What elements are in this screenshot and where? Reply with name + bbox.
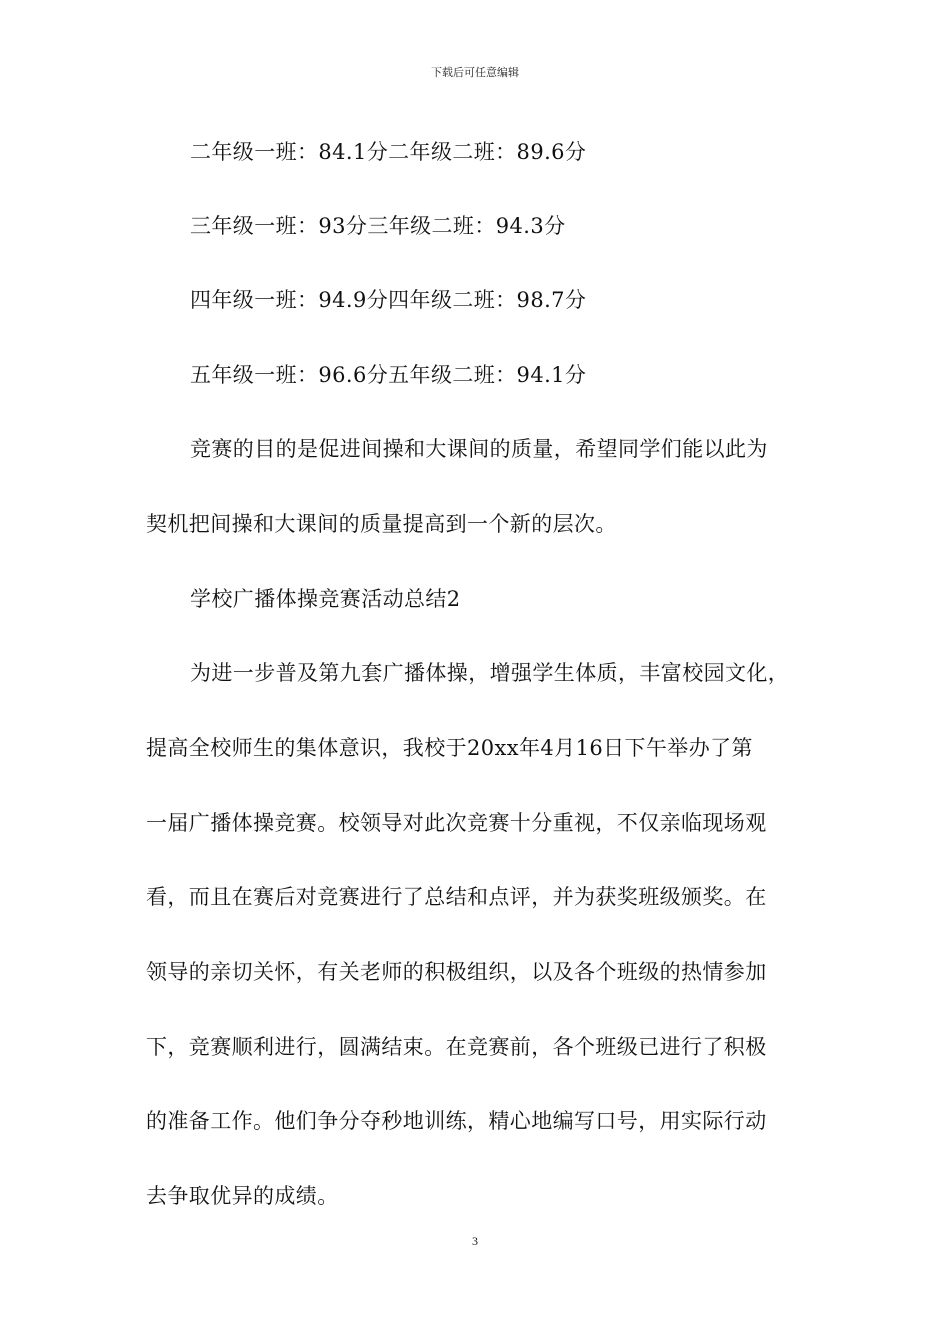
score-line-grade-5: 五年级一班：96.6分五年级二班：94.1分 — [190, 363, 587, 387]
paragraph-line: 为进一步普及第九套广播体操，增强学生体质，丰富校园文化， — [190, 661, 790, 685]
paragraph-line: 领导的亲切关怀，有关老师的积极组织，以及各个班级的热情参加 — [146, 960, 767, 984]
paragraph-line: 去争取优异的成绩。 — [146, 1184, 339, 1208]
score-line-grade-3: 三年级一班：93分三年级二班：94.3分 — [190, 214, 566, 238]
section-title: 学校广播体操竞赛活动总结2 — [190, 587, 461, 611]
page-header-note: 下载后可任意编辑 — [431, 66, 519, 79]
score-line-grade-2: 二年级一班：84.1分二年级二班：89.6分 — [190, 140, 587, 164]
paragraph-line: 提高全校师生的集体意识，我校于20xx年4月16日下午举办了第 — [146, 736, 753, 760]
paragraph-line: 的准备工作。他们争分夺秒地训练，精心地编写口号，用实际行动 — [146, 1109, 767, 1133]
paragraph-line: 契机把间操和大课间的质量提高到一个新的层次。 — [146, 512, 617, 536]
page-number: 3 — [472, 1234, 478, 1248]
paragraph-line: 竞赛的目的是促进间操和大课间的质量，希望同学们能以此为 — [190, 437, 768, 461]
paragraph-line: 下，竞赛顺利进行，圆满结束。在竞赛前，各个班级已进行了积极 — [146, 1035, 767, 1059]
score-line-grade-4: 四年级一班：94.9分四年级二班：98.7分 — [190, 288, 587, 312]
paragraph-line: 一届广播体操竞赛。校领导对此次竞赛十分重视，不仅亲临现场观 — [146, 811, 767, 835]
paragraph-line: 看，而且在赛后对竞赛进行了总结和点评，并为获奖班级颁奖。在 — [146, 885, 767, 909]
